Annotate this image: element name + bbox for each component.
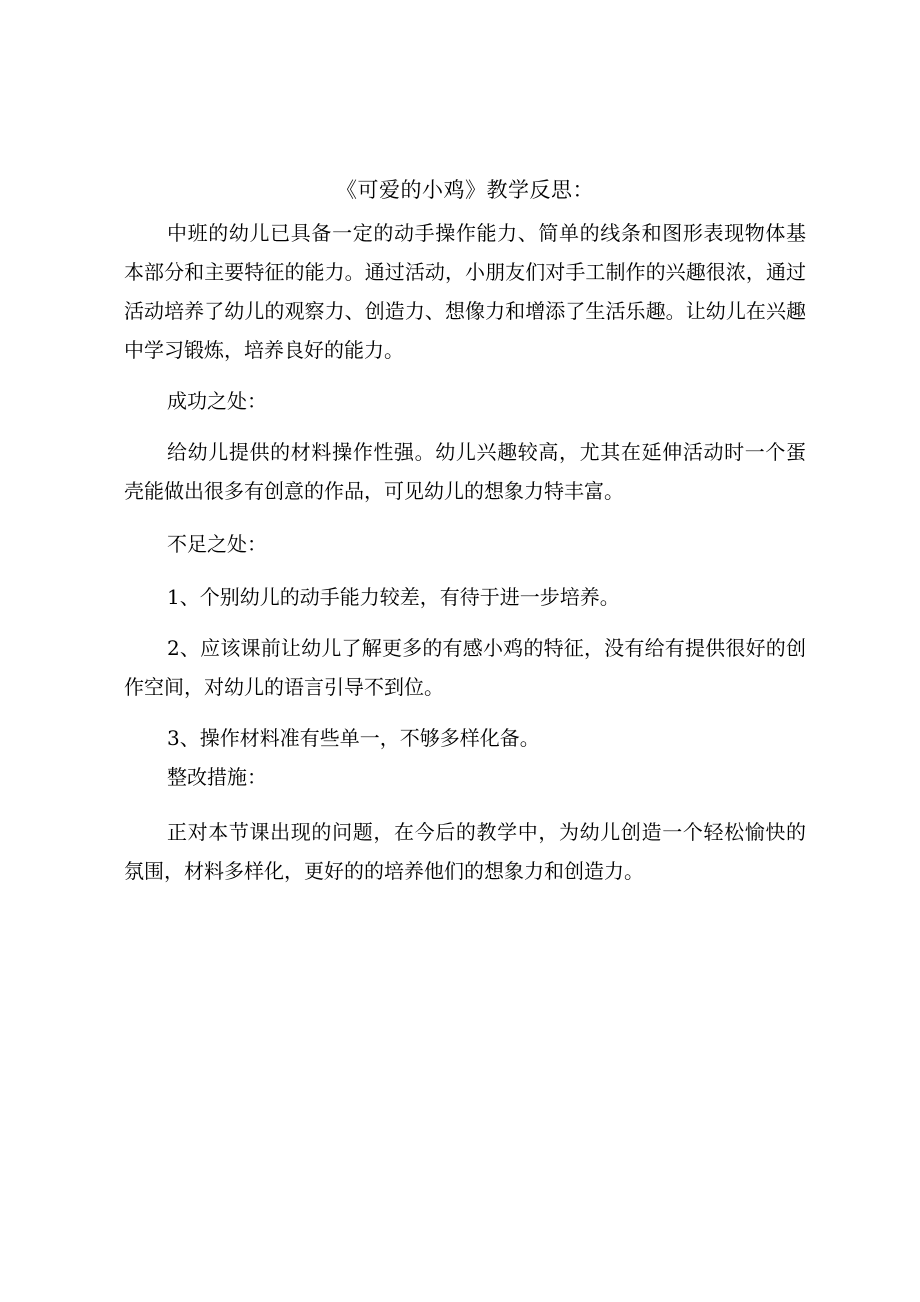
heading-improvements: 整改措施：: [167, 765, 267, 789]
paragraph-shortcoming-3: 3、操作材料准有些单一，不够多样化备。: [167, 726, 540, 750]
document-page: [124, 172, 806, 891]
heading-successes: 成功之处：: [167, 389, 267, 413]
paragraph-shortcoming-2: 2、应该课前让幼儿了解更多的有感小鸡的特征，没有给有提供很好的创作空间，对幼儿的语言引导不到位。: [124, 636, 806, 699]
document-title: 《可爱的小鸡》教学反思：: [336, 178, 594, 202]
heading-shortcomings: 不足之处：: [167, 532, 267, 556]
paragraph-successes: 给幼儿提供的材料操作性强。幼儿兴趣较高，尤其在延伸活动时一个蛋壳能做出很多有创意的作品，可见幼儿的想象力特丰富。: [124, 440, 806, 503]
paragraph-shortcoming-1: 1、个别幼儿的动手能力较差，有待于进一步培养。: [167, 585, 620, 609]
paragraph-improvements: 正对本节课出现的问题，在今后的教学中，为幼儿创造一个轻松愉快的氛围，材料多样化，更好的的培养他们的想象力和创造力。: [124, 820, 806, 883]
paragraph-intro: 中班的幼儿已具备一定的动手操作能力、简单的线条和图形表现物体基本部分和主要特征的能力。通过活动，小朋友们对手工制作的兴趣很浓，通过活动培养了幼儿的观察力、创造力、想像力和增添了生活乐趣。让幼儿在兴趣中学习锻炼，培养良好的能力。: [124, 221, 806, 362]
